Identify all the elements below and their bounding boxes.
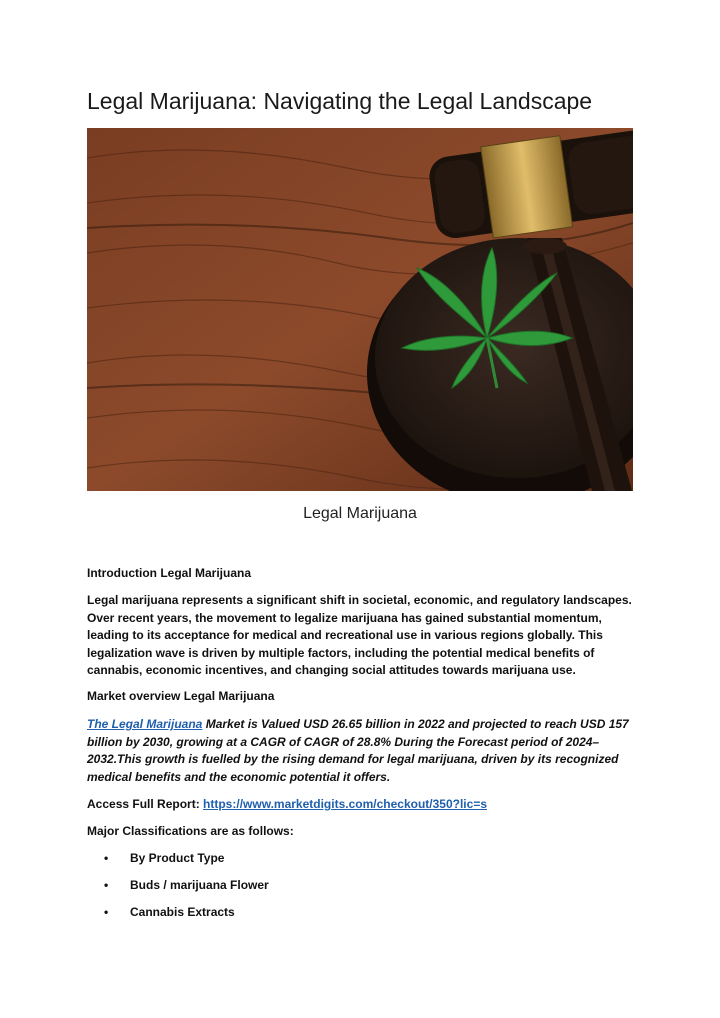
market-paragraph [87,716,639,786]
bullet-icon: • [104,878,109,892]
intro-heading: Introduction Legal Marijuana [87,566,252,580]
list-item [87,850,269,877]
list-item [87,877,269,904]
bullet-icon: • [104,905,109,919]
bullet-icon: • [104,851,109,865]
market-paragraph-text: Market is Valued USD 26.65 billion in 2022 and projected to reach USD 157 billion by 2030, growing at a CAGR of CAGR of 28.8% During the Forecast period of 2024–2032.This growth is fuelled by the rising demand for legal marijuana, driven by its recognized medical benefits and the economic potential it offers. [87,717,629,784]
list-item-text: Buds / marijuana Flower [130,878,269,892]
access-report-link[interactable]: https://www.marketdigits.com/checkout/350?lic=s [203,797,487,811]
list-item-text: By Product Type [130,851,225,865]
classifications-heading: Major Classifications are as follows: [87,824,294,838]
page-title: Legal Marijuana: Navigating the Legal Landscape [87,88,593,114]
hero-image [87,128,633,491]
classifications-list [87,850,269,931]
access-report-line [87,797,487,811]
image-caption [0,505,680,523]
intro-paragraph: Legal marijuana represents a significant shift in societal, economic, and regulatory landscapes. Over recent years, the movement to legalize marijuana has gained substantial momentum, leading to its acceptance for medical and recreational use in various regions globally. This legalization wave is driven by multiple factors, including the potential medical benefits of cannabis, economic incentives, and changing social attitudes towards marijuana use. [87,593,632,678]
list-item [87,904,269,931]
gavel-with-cannabis-leaf-image [87,128,633,491]
list-item-text: Cannabis Extracts [130,905,235,919]
market-report-link[interactable]: The Legal Marijuana [87,717,203,731]
market-heading: Market overview Legal Marijuana [87,689,275,703]
access-report-label: Access Full Report: [87,797,204,811]
image-caption-text: Legal Marijuana [303,505,417,522]
